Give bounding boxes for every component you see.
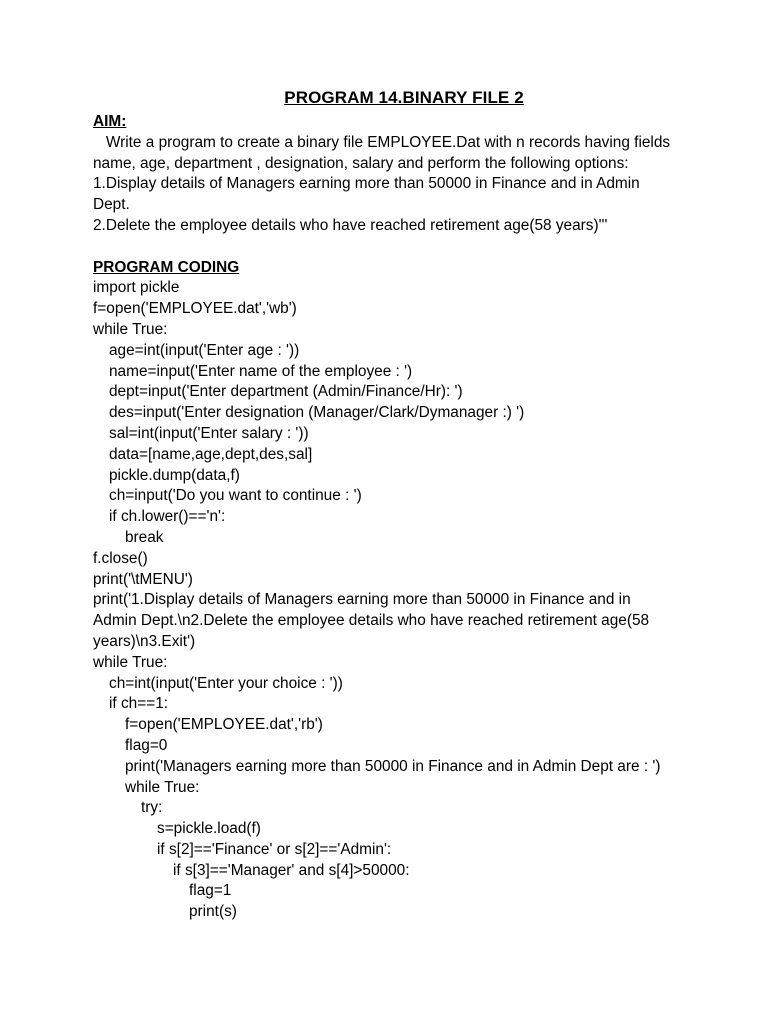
page-title: PROGRAM 14.BINARY FILE 2: [284, 88, 524, 107]
code-line: if ch.lower()=='n':: [109, 508, 226, 526]
code-line: dept=input('Enter department (Admin/Finance/Hr): '): [109, 383, 463, 401]
code-line: f=open('EMPLOYEE.dat','rb'): [125, 716, 323, 734]
spacer: [93, 237, 733, 258]
code-line: try:: [141, 799, 163, 817]
code-line: ch=int(input('Enter your choice : ')): [109, 674, 343, 692]
code-line: des=input('Enter designation (Manager/Clark/Dymanager :) '): [109, 404, 525, 422]
code-line: years)\n3.Exit'): [93, 632, 196, 650]
code-line: ch=input('Do you want to continue : '): [109, 487, 362, 505]
aim-line: Dept.: [93, 196, 130, 214]
code-line: sal=int(input('Enter salary : ')): [109, 424, 309, 442]
code-line: pickle.dump(data,f): [109, 466, 240, 484]
aim-line: 1.Display details of Managers earning more than 50000 in Finance and in Admin: [93, 175, 640, 193]
code-line: while True:: [93, 320, 168, 338]
code-block: [93, 278, 733, 923]
code-line: print('1.Display details of Managers earning more than 50000 in Finance and in: [93, 591, 631, 609]
code-line: if s[3]=='Manager' and s[4]>50000:: [173, 861, 410, 879]
code-line: flag=0: [125, 736, 168, 754]
code-line: age=int(input('Enter age : ')): [109, 341, 300, 359]
code-line: flag=1: [189, 882, 232, 900]
aim-line: Write a program to create a binary file EMPLOYEE.Dat with n records having fields: [93, 133, 671, 151]
code-line: print('\tMENU'): [93, 570, 193, 588]
code-line: s=pickle.load(f): [157, 820, 261, 838]
aim-heading: AIM:: [93, 113, 127, 130]
program-coding-heading: PROGRAM CODING: [93, 258, 240, 276]
aim-line: 2.Delete the employee details who have reached retirement age(58 years)''': [93, 216, 608, 234]
code-line: print(s): [189, 903, 237, 921]
code-line: if s[2]=='Finance' or s[2]=='Admin':: [157, 840, 392, 858]
code-line: if ch==1:: [109, 695, 169, 713]
aim-line: name, age, department , designation, salary and perform the following options:: [93, 154, 629, 172]
code-line: break: [125, 528, 164, 546]
code-line: name=input('Enter name of the employee : '): [109, 362, 413, 380]
code-line: Admin Dept.\n2.Delete the employee details who have reached retirement age(58: [93, 612, 650, 630]
code-line: f.close(): [93, 549, 148, 567]
code-line: print('Managers earning more than 50000 in Finance and in Admin Dept are : '): [125, 757, 661, 775]
code-line: while True:: [125, 778, 200, 796]
code-line: data=[name,age,dept,des,sal]: [109, 445, 313, 463]
code-line: while True:: [93, 653, 168, 671]
code-line: import pickle: [93, 279, 180, 297]
aim-text: [93, 133, 733, 237]
code-line: f=open('EMPLOYEE.dat','wb'): [93, 300, 297, 318]
document-body: [93, 112, 733, 923]
